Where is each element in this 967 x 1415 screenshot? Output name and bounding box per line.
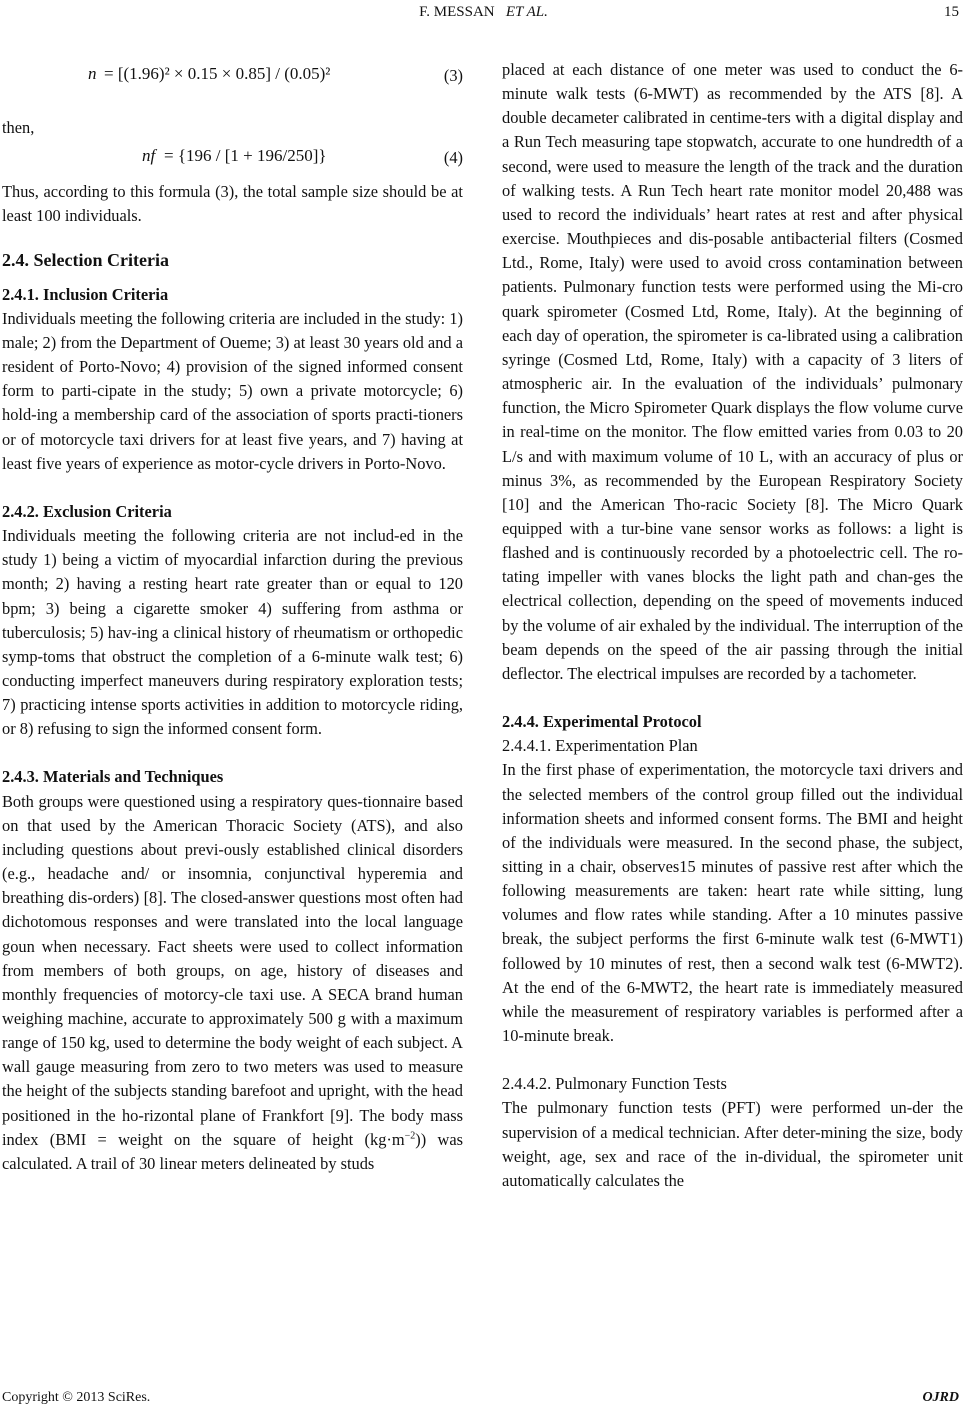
et-al: ET AL. (505, 4, 548, 20)
journal-footer: OJRD (922, 1390, 959, 1405)
header-authors (0, 4, 967, 21)
eq4-body: = {196 / [1 + 196/250]} (164, 146, 327, 166)
eq3-number: (3) (443, 66, 463, 85)
pft-paragraph: The pulmonary function tests (PFT) were performed un-der the supervision of a medical technician. After deter-mining the size, body weight, age, sex and race of the in-dividual, the spirometer unit automatically calculates the (502, 1098, 963, 1190)
running-header (0, 4, 967, 26)
right-column (502, 58, 963, 1193)
page-number: 15 (944, 4, 959, 20)
subsection-heading-inclusion: 2.4.1. Inclusion Criteria (2, 284, 169, 304)
materials-continued-paragraph: placed at each distance of one meter was used to conduct the 6-minute walk tests (6-MWT) as recommended by the ATS [8]. A double decameter calibrated in centime-ters with a digital display and a Run Tech measuring tape stopwatch, accurate to one hundredth of a second, were used to measure the length of the track and the duration of walking tests. A Run Tech heart rate monitor model 20,488 was used to record the individuals’ heart rates at rest and after physical exercise. Mouthpieces and dis-posable antibacterial filters (Cosmed Ltd., Rome, Italy) were used to avoid cross contamination between patients. Pulmonary function tests were performed using the Mi-cro quark spirometer (Cosmed Ltd, Rome, Italy). At the beginning of each day of operation, the spirometer is ca-librated using a calibration syringe (Cosmed Ltd, Rome, Italy) with a capacity of 3 liters of atmospheric air. In the evaluation of the individuals’ pulmonary function, the Micro Spirometer Quark displays the flow volume curve in real-time on the monitor. The flow emitted varies from 0.03 to 20 L/s and with maximum volume of 10 L, with an accuracy of plus or minus 3%, as recommended by the European Respiratory Society [10] and the American Tho-racic Society [8]. The Micro Quark equipped with a tur-bine vane sensor works as follows: a light is flashed and is continuously recorded by a photoelectric cell. The ro-tating impeller with vanes blocks the light path and chan-ges the electrical collection, depending on the speed of movements induced by the volume of air exhaled by the individual. The interruption of the beam depends on the speed of the air passing through the initial deflector. The electrical impulses are recorded by a tachometer. (502, 60, 963, 683)
subsection-heading-materials: 2.4.3. Materials and Techniques (2, 767, 224, 787)
left-column (2, 58, 463, 1176)
plan-paragraph: In the first phase of experimentation, the motorcycle taxi drivers and the selected members of the control group filled out the individual information sheets and informed consent forms. The BMI and height of the individuals were measured. In the second phase, the subject, sitting in a chair, observes15 minutes of passive rest after which the following measurements are taken: heart rate while sitting, lung volumes and flow rates while standing. After a 10 minutes passive break, the subject performs the first 6-minute walk test (6-MWT1) followed by 10 minutes of rest, then a second walk test (6-MWT2). At the end of the 6-MWT2, the heart rate is immediately measured while the measurement of respiratory variables is performed after a 10-minute break. (502, 760, 963, 1046)
materials-text-b: )) was calculated. A trail of 30 linear meters delineated by studs (2, 1129, 463, 1173)
materials-superscript: −2 (404, 1130, 416, 1142)
eq4-lhs: nf (142, 146, 156, 166)
equation-3 (2, 58, 463, 102)
materials-text-a: Both groups were questioned using a respiratory ques-tionnaire based on that used by the American Thoracic Society (ATS), and also including questions about previ-ously established clinical disorders (e.g., headache and/ or insomnia, conjunctival hyperemia and breathing dis-orders) [8]. The closed-answer questions most often had dichotomous responses and were translated into the local language goun when necessary. Fact sheets were used to collect information from members of both groups, on age, history of diseases and monthly frequencies of motorcy-cle taxi use. A SECA brand human weighing machine, accurate to approximately 500 g with a maximum range of 150 kg, used to determine the body weight of each subject. A wall gauge measuring from zero to two meters was used to measure the height of the subjects standing barefoot and upright, with the head positioned in the ho-rizontal plane of Frankfort [9]. The body mass index (BMI = weight on the square of height (kg·m (2, 791, 463, 1149)
copyright-footer: Copyright © 2013 SciRes. (2, 1390, 151, 1405)
subsubsection-heading-pft: 2.4.4.2. Pulmonary Function Tests (502, 1074, 727, 1094)
equation-4 (2, 140, 463, 180)
sample-size-paragraph: Thus, according to this formula (3), the total sample size should be at least 100 individuals. (2, 182, 463, 226)
subsubsection-heading-plan: 2.4.4.1. Experimentation Plan (502, 736, 698, 756)
author-name: F. MESSAN (419, 4, 495, 20)
eq3-body: = [(1.96)² × 0.15 × 0.85] / (0.05)² (104, 64, 331, 83)
materials-paragraph (2, 790, 463, 1177)
then-text: then, (2, 118, 35, 137)
eq4-number: (4) (443, 148, 463, 168)
subsection-heading-exclusion: 2.4.2. Exclusion Criteria (2, 501, 172, 521)
eq3-lhs: n (88, 64, 97, 83)
subsection-heading-protocol: 2.4.4. Experimental Protocol (502, 712, 702, 732)
exclusion-paragraph: Individuals meeting the following criteria are not includ-ed in the study 1) being a victim of myocardial infarction during the previous month; 2) having a resting heart rate greater than or equal to 120 bpm; 3) being a cigarette smoker 4) suffering from asthma or tuberculosis; 5) hav-ing a clinical history of rheumatism or orthopedic symp-toms that obstruct the completion of a 6-minute walk test; 6) conducting imperfect maneuvers during respiratory exploration tests; 7) practicing intense sports activities in addition to motorcycle riding, or 8) refusing to sign the informed consent form. (2, 526, 463, 739)
section-heading-selection: 2.4. Selection Criteria (2, 250, 169, 271)
inclusion-paragraph: Individuals meeting the following criteria are included in the study: 1) male; 2) from the Department of Oueme; 3) at least 30 years old and a resident of Porto-Novo; 4) provision of the signed informed consent form to parti-cipate in the study; 5) own a private motorcycle; 6) hold-ing a membership card of the association of sports practi-tioners or of motorcycle taxi drivers for at least five years, and 7) having at least five years of experience as motor-cycle drivers in Porto-Novo. (2, 308, 463, 473)
